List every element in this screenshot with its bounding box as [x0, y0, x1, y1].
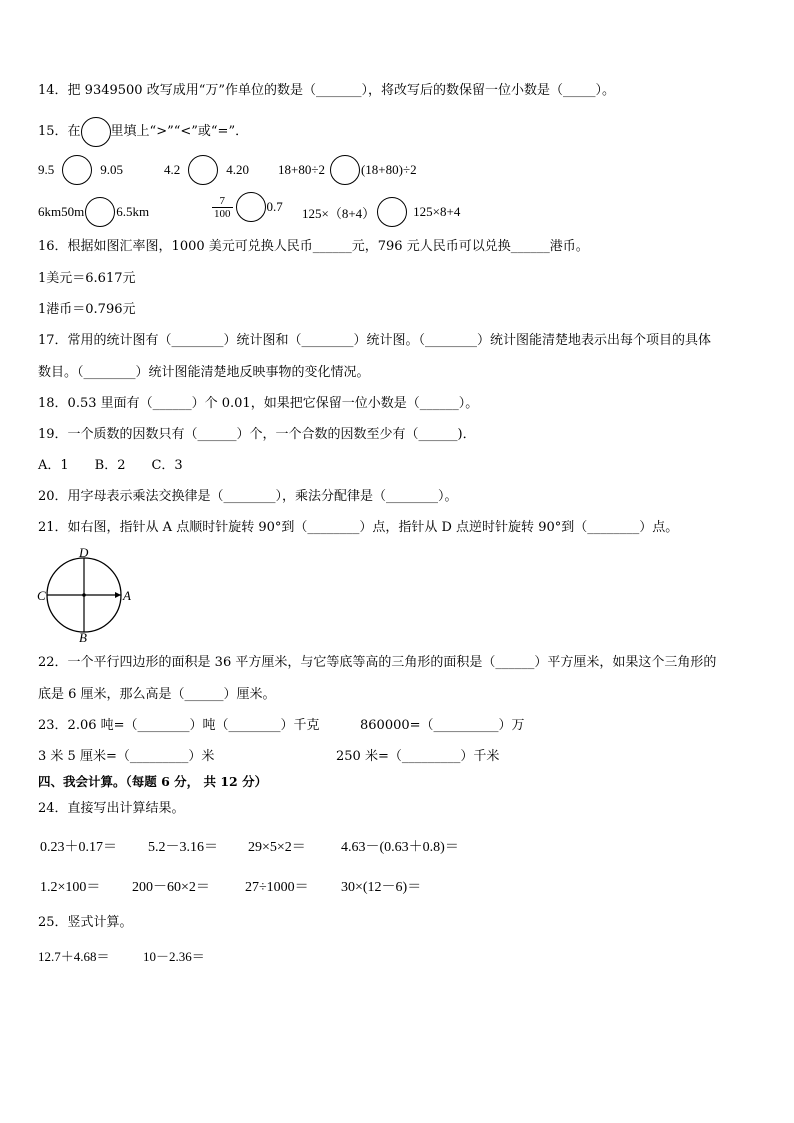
answer-circle-example [81, 117, 111, 147]
q23-part-4: 250 米=（_________）千米 [336, 749, 500, 764]
calc-1: 0.23＋0.17＝ [40, 840, 117, 855]
calc-4: 4.63－(0.63＋0.8)＝ [341, 840, 459, 855]
cmp-6-right: 125×8+4 [413, 204, 461, 219]
cmp-3-left: 18+80÷2 [278, 162, 325, 177]
q14-text-a: 14．把 9349500 改写成用“万”作单位的数是（ [38, 83, 316, 98]
cmp-1-circle[interactable] [62, 155, 92, 185]
cmp-6-left: 125×（8+4） [302, 205, 376, 221]
q15 [38, 117, 248, 147]
q19-text: 19．一个质数的因数只有（______）个，一个合数的因数至少有（______)． [38, 427, 476, 442]
q14-text-c: ）。 [595, 83, 616, 98]
cmp-4-left: 6km50m [38, 204, 85, 219]
q16-rate-hkd: 1港币＝0.796元 [38, 302, 136, 317]
q24-text: 24．直接写出计算结果。 [38, 801, 185, 816]
label-b: B [79, 630, 87, 644]
cmp-2 [164, 155, 249, 185]
q16-rate-usd: 1美元＝6.617元 [38, 271, 136, 286]
cmp-2-circle[interactable] [188, 155, 218, 185]
calc-8: 30×(12－6)＝ [341, 880, 422, 895]
label-c: C [37, 588, 46, 603]
calc-2: 5.2－3.16＝ [148, 840, 218, 855]
section-heading: 四、我会计算。（每题 6 分， 共 12 分） [38, 774, 268, 789]
label-a: A [123, 588, 131, 603]
cmp-3 [278, 155, 417, 185]
cmp-2-right: 4.20 [226, 162, 249, 177]
calc-5: 1.2×100＝ [40, 880, 101, 895]
q14-blank-2[interactable]: _____ [563, 83, 596, 98]
cmp-3-right: (18+80)÷2 [360, 162, 417, 177]
calc-7: 27÷1000＝ [245, 880, 309, 895]
q25-text: 25．竖式计算。 [38, 915, 133, 930]
calc-6: 200－60×2＝ [132, 880, 210, 895]
q14-blank-1[interactable]: _______ [316, 83, 362, 98]
cmp-3-circle[interactable] [330, 155, 360, 185]
q15-prefix: 15．在 [38, 124, 81, 139]
cmp-1-right: 9.05 [100, 162, 123, 177]
dial-center [82, 593, 86, 597]
label-d: D [79, 545, 89, 560]
cmp-4-circle[interactable] [85, 197, 115, 227]
q17-line-1: 17．常用的统计图有（________）统计图和（________）统计图。（________）统计图能清楚地表示出每个项目的具体 [38, 333, 712, 348]
pointer-arrow [115, 592, 121, 598]
q19-options: A．1 B．2 C．3 [38, 458, 183, 473]
cmp-5-circle[interactable] [236, 192, 266, 222]
fraction-denominator: 100 [214, 207, 231, 220]
cmp-4 [38, 197, 149, 227]
q14-text-b: ），将改写后的数保留一位小数是（ [361, 83, 564, 98]
vertical-calc-2: 10－2.36＝ [143, 949, 205, 964]
q16-text: 16．根据如图汇率图，1000 美元可兑换人民币______元，796 元人民币可以兑换______港币。 [38, 239, 589, 254]
q20-text: 20．用字母表示乘法交换律是（________），乘法分配律是（________）。 [38, 489, 458, 504]
cmp-4-right: 6.5km [116, 204, 150, 219]
q21-text: 21．如右图，指针从 A 点顺时针旋转 90°到（________）点，指针从 D 点逆时针旋转 90°到（________）点。 [38, 520, 679, 535]
q17-line-2: 数目。（________）统计图能清楚地反映事物的变化情况。 [38, 365, 370, 380]
cmp-2-left: 4.2 [164, 162, 181, 177]
q23-part-3: 3 米 5 厘米=（_________）米 [38, 749, 215, 764]
q22-line-1: 22．一个平行四边形的面积是 36 平方厘米，与它等底等高的三角形的面积是（______）平方厘米，如果这个三角形的 [38, 655, 717, 670]
calc-3: 29×5×2＝ [248, 840, 306, 855]
q22-line-2: 底是 6 厘米，那么高是（______）厘米。 [38, 687, 276, 702]
fraction-numerator: 7 [219, 194, 225, 207]
cmp-1 [38, 155, 123, 185]
q18-text: 18．0.53 里面有（______）个 0.01，如果把它保留一位小数是（______）。 [38, 396, 479, 411]
vertical-calc-1: 12.7＋4.68＝ [38, 949, 110, 964]
cmp-5-right: 0.7 [266, 199, 283, 214]
q23-part-1: 23．2.06 吨=（________）吨（________）千克 [38, 718, 320, 733]
cmp-6 [302, 197, 460, 227]
rotation-dial-diagram [30, 544, 140, 644]
q23-part-2: 860000=（__________）万 [360, 718, 525, 733]
q15-suffix: 里填上“>”“<”或“=”． [110, 124, 249, 139]
fraction-7-100 [212, 195, 233, 220]
cmp-1-left: 9.5 [38, 162, 55, 177]
q14 [38, 82, 615, 100]
cmp-6-circle[interactable] [377, 197, 407, 227]
cmp-5 [212, 192, 283, 222]
